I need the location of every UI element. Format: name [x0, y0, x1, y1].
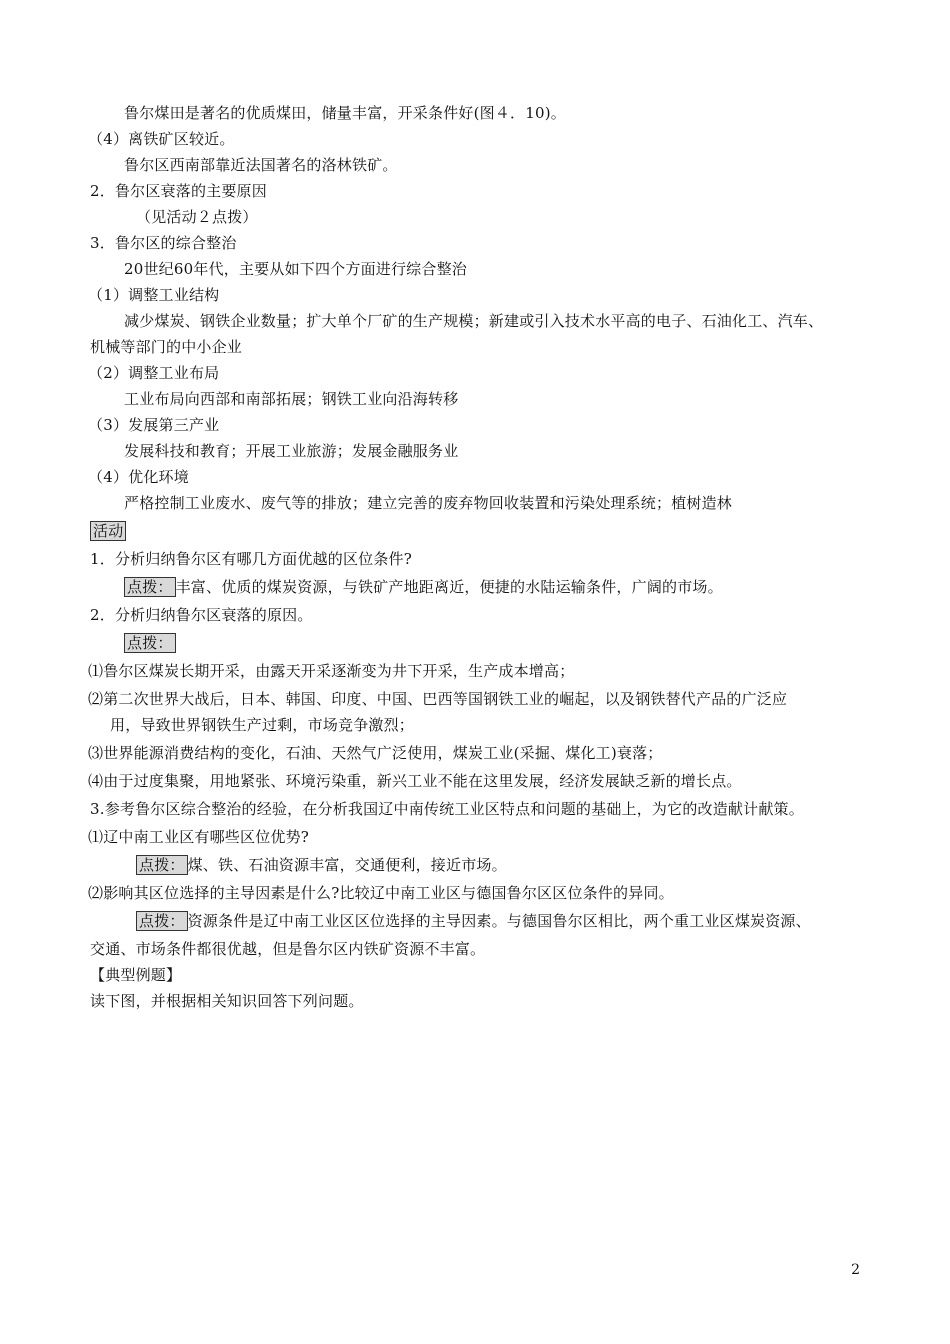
- reason-4: ⑷由于过度集聚，用地紧张、环境污染重，新兴工业不能在这里发展，经济发展缺乏新的增长点。: [88, 772, 742, 790]
- hint-label: 点拨：: [124, 633, 176, 653]
- reason-2-line1: ⑵第二次世界大战后，日本、韩国、印度、中国、巴西等国钢铁工业的崛起，以及钢铁替代产品的广泛应: [88, 690, 788, 708]
- subheading-industrial-layout: （2）调整工业布局: [88, 364, 220, 382]
- example-intro: 读下图，并根据相关知识回答下列问题。: [90, 992, 364, 1010]
- hint-label: 点拨：: [136, 855, 188, 875]
- answer-1-text: 丰富、优质的煤炭资源，与铁矿产地距离近，便捷的水陆运输条件，广阔的市场。: [175, 578, 723, 596]
- reason-1: ⑴鲁尔区煤炭长期开采，由露天开采逐渐变为井下开采，生产成本增高；: [88, 662, 575, 680]
- paragraph-ruhr-coalfield: 鲁尔煤田是著名的优质煤田，储量丰富，开采条件好(图４．10)。: [124, 104, 566, 122]
- page-number: 2: [851, 1262, 860, 1278]
- heading-comprehensive-renovation: 3．鲁尔区的综合整治: [90, 234, 237, 252]
- paragraph-lorraine: 鲁尔区西南部靠近法国著名的洛林铁矿。: [124, 156, 398, 174]
- subheading-iron-ore: （4）离铁矿区较近。: [88, 130, 235, 148]
- question-3b: ⑵影响其区位选择的主导因素是什么?比较辽中南工业区与德国鲁尔区区位条件的异同。: [88, 884, 674, 902]
- activity-label: 活动: [90, 521, 126, 541]
- subheading-environment: （4）优化环境: [88, 468, 189, 486]
- paragraph-1960s: 20世纪60年代，主要从如下四个方面进行综合整治: [124, 260, 467, 278]
- question-1: 1．分析归纳鲁尔区有哪几方面优越的区位条件?: [90, 550, 412, 568]
- reason-3: ⑶世界能源消费结构的变化，石油、天然气广泛使用，煤炭工业(采掘、煤化工)衰落；: [88, 744, 663, 762]
- paragraph-structure-line1: 减少煤炭、钢铁企业数量；扩大单个厂矿的生产规模；新建或引入技术水平高的电子、石油化工、汽车、: [124, 312, 824, 330]
- example-heading: 【典型例题】: [90, 966, 182, 984]
- paragraph-structure-line2: 机械等部门的中小企业: [90, 338, 243, 356]
- question-3a: ⑴辽中南工业区有哪些区位优势?: [88, 828, 310, 846]
- answer-3a-text: 煤、铁、石油资源丰富，交通便利，接近市场。: [187, 856, 507, 874]
- answer-3b-text: 资源条件是辽中南工业区区位选择的主导因素。与德国鲁尔区相比，两个重工业区煤炭资源、: [187, 912, 811, 930]
- hint-label: 点拨：: [136, 911, 188, 931]
- question-3: 3.参考鲁尔区综合整治的经验，在分析我国辽中南传统工业区特点和问题的基础上，为它的改造献计献策。: [90, 800, 804, 818]
- hint-label: 点拨：: [124, 577, 176, 597]
- answer-3b-line2: 交通、市场条件都很优越，但是鲁尔区内铁矿资源不丰富。: [90, 940, 486, 958]
- reason-2-line2: 用，导致世界钢铁生产过剩，市场竞争激烈；: [110, 716, 415, 734]
- answer-3a: [136, 854, 916, 876]
- subheading-tertiary: （3）发展第三产业: [88, 416, 220, 434]
- note-see-activity: （见活动２点拨）: [136, 208, 258, 226]
- paragraph-tertiary: 发展科技和教育；开展工业旅游；发展金融服务业: [124, 442, 459, 460]
- paragraph-layout: 工业布局向西部和南部拓展；钢铁工业向沿海转移: [124, 390, 459, 408]
- hint-2-row: [124, 632, 904, 654]
- paragraph-environment: 严格控制工业废水、废气等的排放；建立完善的废弃物回收装置和污染处理系统；植树造林: [124, 494, 733, 512]
- answer-3b-line1: [136, 910, 916, 932]
- question-2: 2．分析归纳鲁尔区衰落的原因。: [90, 606, 313, 624]
- subheading-industrial-structure: （1）调整工业结构: [88, 286, 220, 304]
- activity-label-row: [90, 520, 870, 542]
- heading-decline-reasons: 2．鲁尔区衰落的主要原因: [90, 182, 267, 200]
- answer-1: [124, 576, 904, 598]
